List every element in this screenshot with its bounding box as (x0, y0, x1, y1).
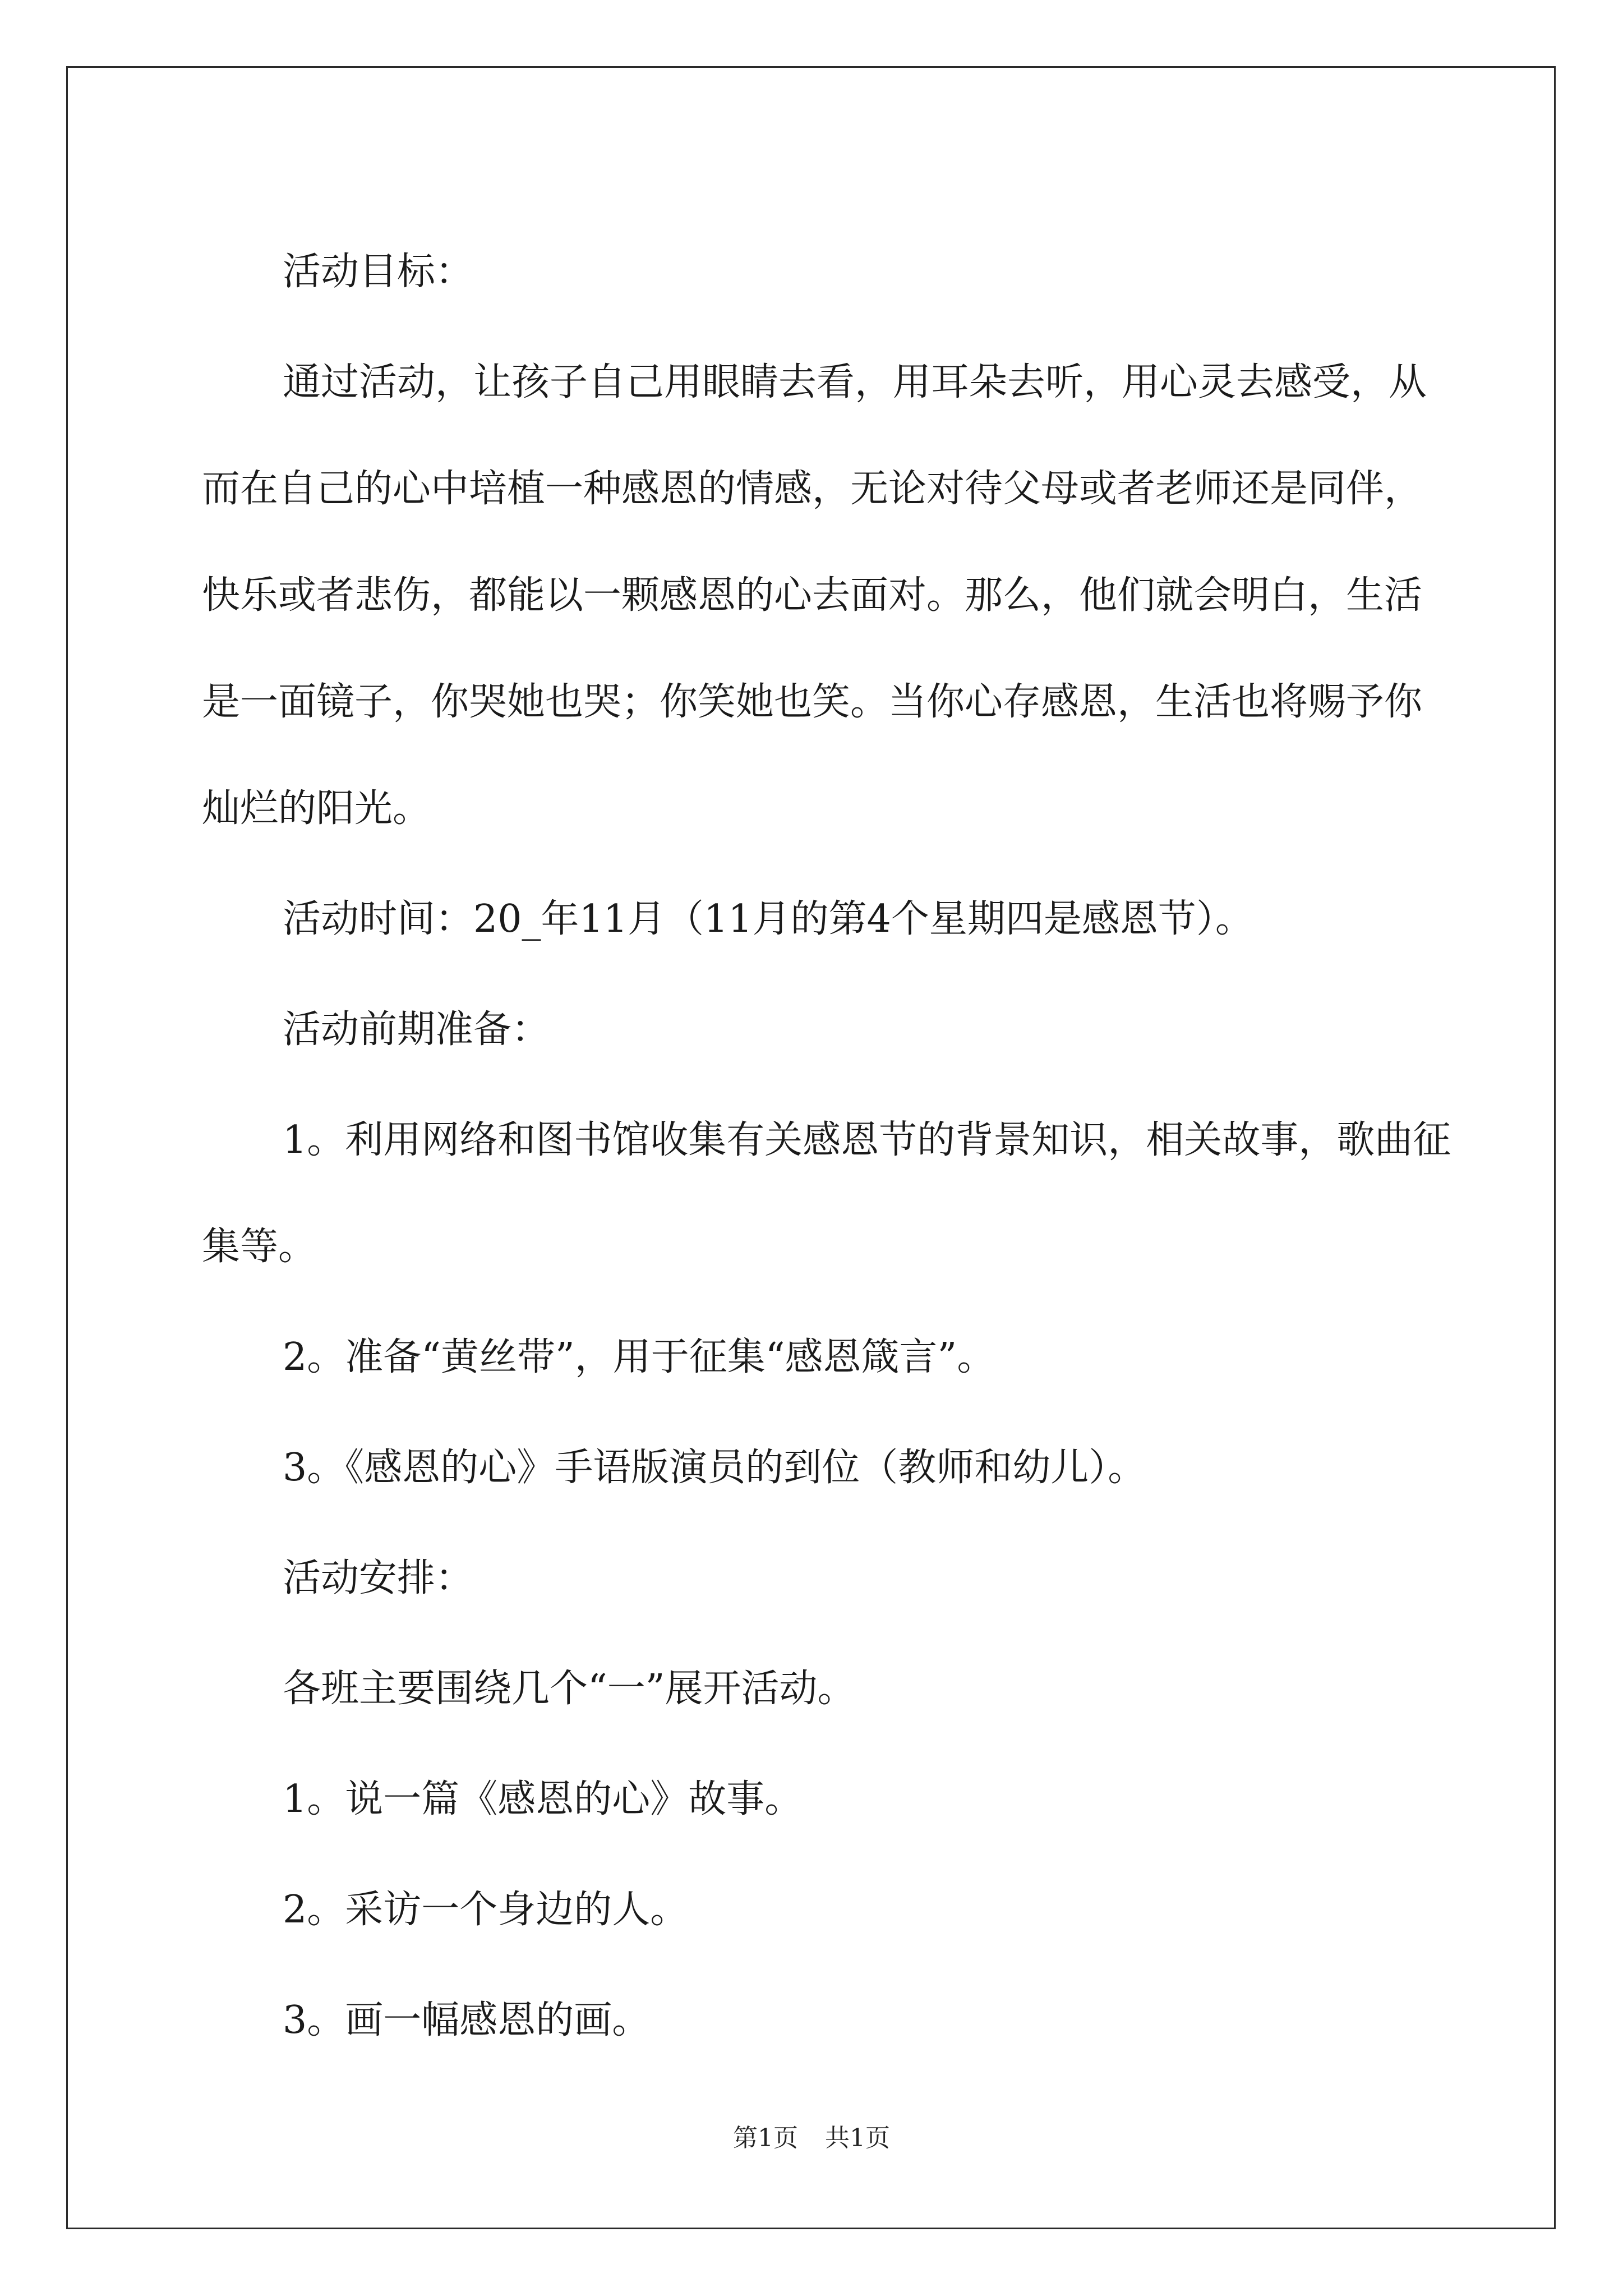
page-number-current: 第1页 (733, 2124, 798, 2152)
document-body (202, 219, 1453, 2078)
paragraph-arrangement-item-3: 3。画一幅感恩的画。 (283, 1998, 651, 2042)
paragraph-arrangement-heading: 活动安排： (283, 1556, 474, 1600)
paragraph-objective-text: 通过活动，让孩子自己用眼睛去看，用耳朵去听，用心灵去感受，从而在自己的心中培植一种感恩的情感，无论对待父母或者老师还是同伴，快乐或者悲伤，都能以一颗感恩的心去面对。那么，他们就会明白，生活是一面镜子，你哭她也哭；你笑她也笑。当你心存感恩，生活也将赐予你灿烂的阳光。 (202, 360, 1427, 831)
paragraph-arrangement-intro: 各班主要围绕几个“一”展开活动。 (283, 1667, 856, 1711)
paragraph-preparation-item-3: 3。《感恩的心》手语版演员的到位（教师和幼儿）。 (283, 1446, 1146, 1490)
paragraph-preparation-item-2: 2。准备“黄丝带”，用于征集“感恩箴言”。 (283, 1335, 995, 1379)
paragraph-arrangement-item-2: 2。采访一个身边的人。 (283, 1888, 689, 1932)
paragraph-objective-heading: 活动目标： (283, 250, 474, 294)
page-number-total: 共1页 (825, 2124, 890, 2152)
paragraph-activity-time: 活动时间：20_年11月（11月的第4个星期四是感恩节）。 (283, 897, 1253, 941)
paragraph-arrangement-item-1: 1。说一篇《感恩的心》故事。 (283, 1777, 803, 1821)
page-footer (0, 2122, 1623, 2155)
paragraph-preparation-heading: 活动前期准备： (283, 1007, 550, 1052)
paragraph-preparation-item-1: 1。利用网络和图书馆收集有关感恩节的背景知识，相关故事，歌曲征集等。 (202, 1118, 1451, 1269)
